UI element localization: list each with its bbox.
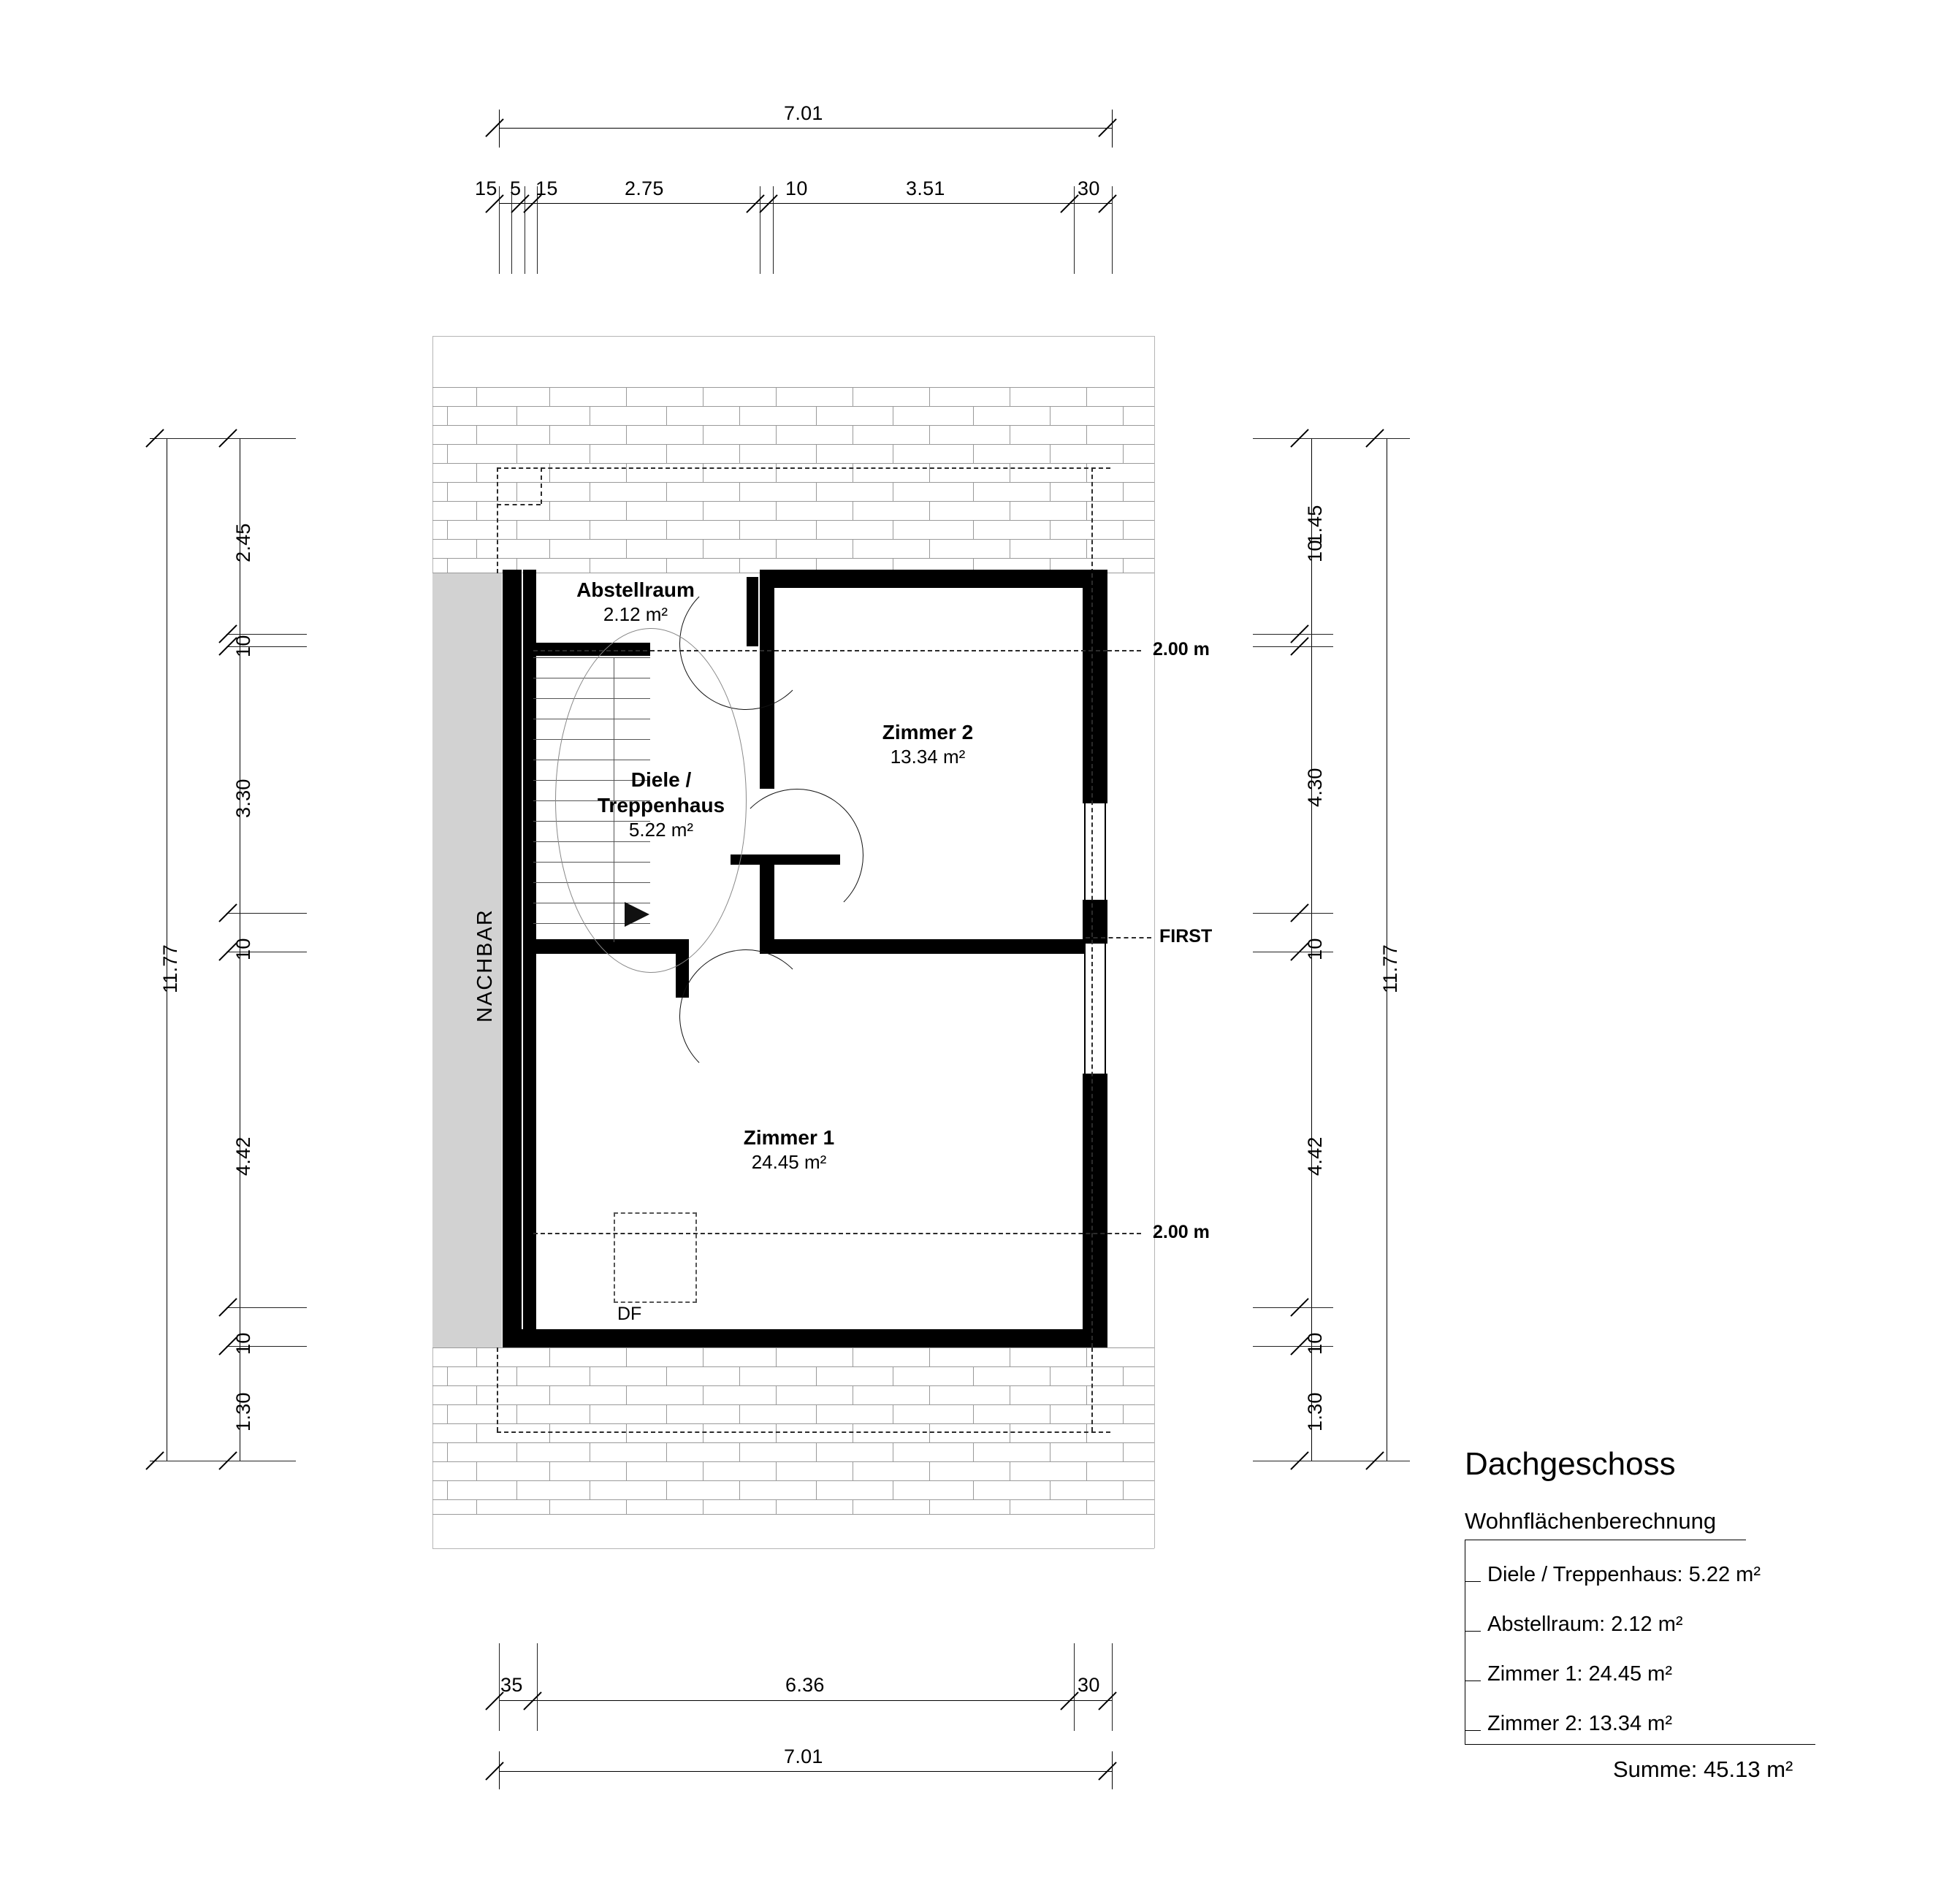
bottom-chain-text-1: 6.36 — [785, 1674, 825, 1696]
top-chain-text-5: 3.51 — [906, 177, 945, 199]
stair-direction-arrow — [625, 902, 654, 930]
wall-top-right — [774, 570, 1107, 588]
room-label-zimmer2 — [840, 719, 1015, 770]
legend-title: Dachgeschoss — [1465, 1446, 1676, 1482]
left-chain-text-0: 2.45 — [232, 523, 254, 562]
legend-sum: Summe: 45.13 m² — [1613, 1756, 1793, 1782]
room-name-diele-line1: Diele / — [630, 768, 692, 791]
ext-line — [537, 1643, 538, 1731]
right-chain-text-2: 4.30 — [1304, 768, 1326, 807]
roof-projection-dashed-left — [497, 467, 498, 573]
ext-line — [1112, 1643, 1113, 1731]
top-overall-tick-right — [1112, 110, 1113, 148]
left-chain-text-4: 4.42 — [232, 1136, 254, 1176]
room-name-diele-line2: Treppenhaus — [597, 794, 725, 817]
left-chain-text-3: 10 — [232, 938, 254, 960]
ext-line — [226, 1307, 307, 1308]
left-overall-dim-text: 11.77 — [159, 944, 181, 993]
top-chain-text-6: 30 — [1078, 177, 1100, 199]
dim-tick — [1098, 194, 1116, 213]
window-right-lower-2 — [1105, 944, 1106, 1074]
room-label-abstellraum — [541, 577, 731, 627]
room-area-diele: 5.22 m² — [628, 819, 694, 841]
legend-item-2: Zimmer 1: 24.45 m² — [1487, 1662, 1672, 1686]
site-edge-top — [432, 336, 1154, 337]
ext-line — [226, 913, 307, 914]
roof-detail-dashed — [497, 504, 541, 505]
window-right-upper-2 — [1105, 803, 1106, 900]
right-chain-text-1: 1.45 — [1304, 505, 1326, 544]
legend-tick — [1465, 1730, 1481, 1731]
roof-projection-dashed-right-b — [1091, 1347, 1093, 1431]
top-chain-text-4: 10 — [785, 177, 808, 199]
wall-bottom — [522, 1329, 1107, 1347]
dim-tick — [523, 1691, 541, 1710]
room-area-zimmer1: 24.45 m² — [751, 1151, 827, 1173]
dim-tick — [1060, 194, 1078, 213]
bottom-chain-dim-line — [499, 1700, 1113, 1701]
ext-line — [1253, 1307, 1333, 1308]
ext-line — [1253, 438, 1410, 439]
legend-subtitle: Wohnflächenberechnung — [1465, 1508, 1717, 1534]
window-right-lower — [1084, 944, 1086, 1074]
roof-projection-dashed-bottom — [497, 1431, 1110, 1433]
room-name-zimmer1: Zimmer 1 — [743, 1126, 835, 1149]
ext-line — [499, 1643, 500, 1731]
legend-item-3: Zimmer 2: 13.34 m² — [1487, 1712, 1672, 1735]
first-label: FIRST — [1159, 926, 1213, 947]
wall-left-exterior — [503, 570, 522, 1347]
top-overall-dim-line — [499, 128, 1113, 129]
ext-line — [1253, 634, 1333, 635]
top-chain-text-3: 2.75 — [625, 177, 664, 199]
height-line-2m-top — [533, 650, 1107, 651]
door-arc-zimmer1 — [679, 949, 812, 1082]
bottom-overall-dim-text: 7.01 — [784, 1746, 823, 1767]
roof-window-df-label: DF — [617, 1304, 642, 1324]
right-chain-text-0: 10 — [1304, 540, 1326, 562]
bottom-overall-tick-left — [499, 1751, 500, 1789]
bottom-overall-tick-right — [1112, 1751, 1113, 1789]
ext-line — [1074, 1643, 1075, 1731]
wall-right-upper — [1083, 570, 1107, 803]
window-right-upper — [1084, 803, 1086, 900]
room-area-zimmer2: 13.34 m² — [890, 746, 966, 768]
left-chain-text-6: 1.30 — [232, 1392, 254, 1431]
first-line — [1086, 937, 1151, 938]
top-overall-tick-left — [499, 110, 500, 148]
legend-item-1: Abstellraum: 2.12 m² — [1487, 1613, 1683, 1636]
roof-edge-dashed-inner — [1091, 573, 1093, 1347]
roof-projection-dashed-top — [497, 467, 1110, 469]
roof-detail-dashed — [541, 467, 542, 504]
site-edge-bottom — [432, 1548, 1154, 1549]
dim-tick — [1060, 1691, 1078, 1710]
right-overall-dim-text: 11.77 — [1379, 944, 1401, 993]
wall-zimmer2-bottom — [760, 939, 1086, 954]
bottom-chain-text-2: 30 — [1078, 1674, 1100, 1696]
room-label-diele — [577, 767, 745, 843]
room-name-zimmer2: Zimmer 2 — [882, 721, 974, 743]
left-chain-text-2: 3.30 — [232, 779, 254, 818]
wall-right-lower — [1083, 1074, 1107, 1347]
door-leaf-abstellraum — [747, 577, 758, 646]
door-leaf-zimmer2 — [731, 854, 840, 865]
roof-projection-dashed-left-b — [497, 1347, 498, 1431]
legend-item-0: Diele / Treppenhaus: 5.22 m² — [1487, 1563, 1761, 1586]
bottom-chain-text-0: 35 — [500, 1674, 523, 1696]
legend-tick — [1465, 1631, 1481, 1632]
dim-tick — [1098, 1691, 1116, 1710]
legend-rule-bottom — [1465, 1744, 1815, 1745]
site-edge-right — [1154, 336, 1155, 1548]
top-overall-dim-text: 7.01 — [784, 102, 823, 124]
roof-window-df — [614, 1212, 697, 1303]
top-chain-dim-line — [499, 203, 1113, 204]
roof-projection-dashed-right — [1091, 467, 1093, 573]
top-chain-text-2: 15 — [535, 177, 558, 199]
ext-line — [1253, 913, 1333, 914]
height-line-2m-top-ext — [1107, 650, 1141, 651]
legend-tick — [1465, 1581, 1481, 1582]
height-marker-top-label: 2.00 m — [1153, 639, 1210, 659]
top-chain-text-1: 5 — [510, 177, 522, 199]
room-label-zimmer1 — [701, 1125, 877, 1175]
right-chain-text-5: 10 — [1304, 1332, 1326, 1355]
room-area-abstellraum: 2.12 m² — [603, 603, 668, 625]
ext-line — [1253, 646, 1333, 647]
bottom-overall-dim-line — [499, 1771, 1113, 1772]
room-name-abstellraum: Abstellraum — [576, 578, 695, 601]
right-chain-text-4: 4.42 — [1304, 1136, 1326, 1176]
right-chain-text-3: 10 — [1304, 938, 1326, 960]
right-chain-text-6: 1.30 — [1304, 1392, 1326, 1431]
top-chain-text-0: 15 — [475, 177, 497, 199]
left-chain-text-5: 10 — [232, 1332, 254, 1355]
left-chain-text-1: 10 — [232, 635, 254, 657]
height-marker-bottom-label: 2.00 m — [1153, 1222, 1210, 1242]
neighbor-label: NACHBAR — [473, 909, 497, 1022]
